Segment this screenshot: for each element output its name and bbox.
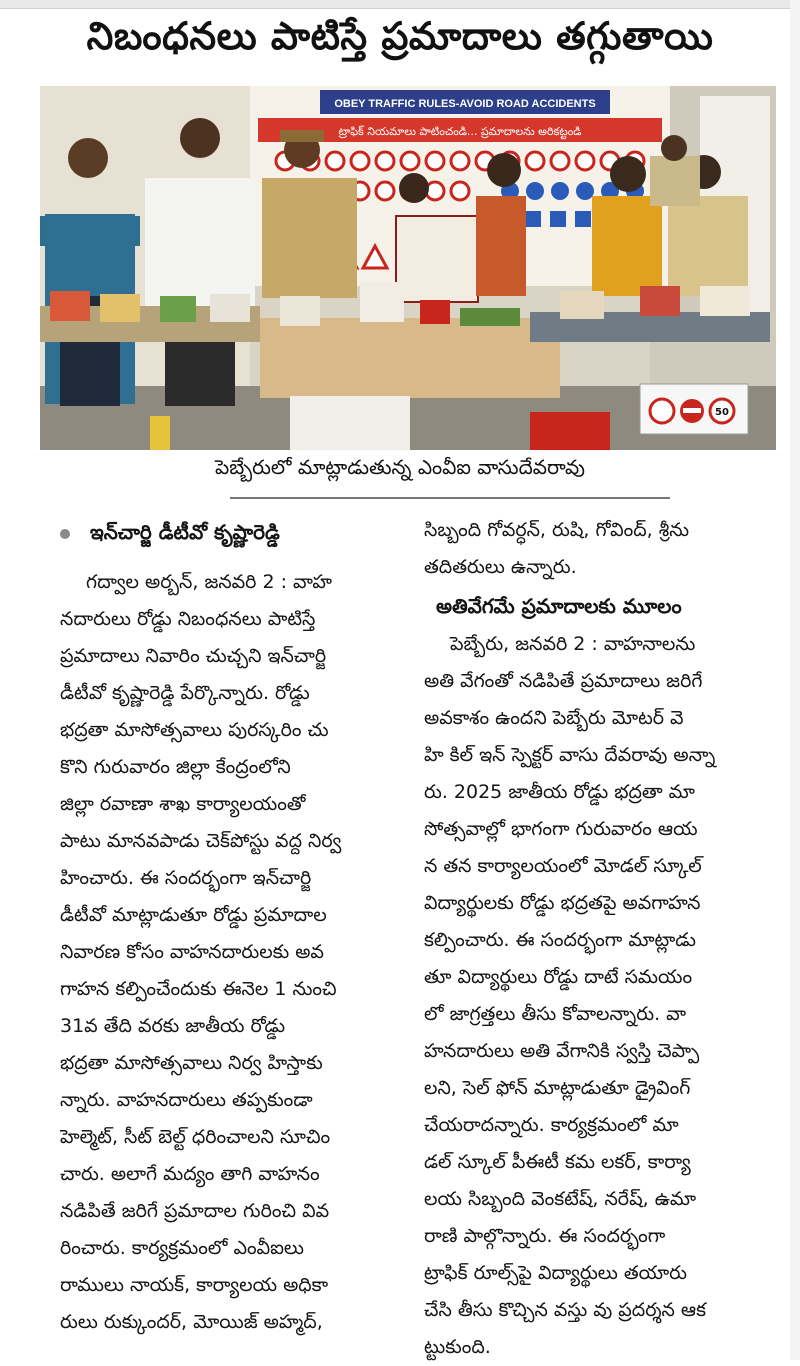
page-edge xyxy=(790,0,800,1360)
article-line: పెబ్బేరు, జనవరి 2 : వాహనాలను xyxy=(450,633,696,655)
article-line: ట్టుకుంది. xyxy=(424,1336,491,1358)
news-photo xyxy=(40,86,776,450)
article-line: డల్ స్కూల్ పీఈటీ కమ లకర్, కార్యా xyxy=(424,1151,691,1173)
article-line: విద్యార్థులకు రోడ్డు భద్రతపై అవగాహన xyxy=(424,892,701,914)
bullet-icon xyxy=(60,529,70,539)
article-line: హించారు. ఈ సందర్భంగా ఇన్‌చార్జి xyxy=(60,867,312,889)
article-line: చేయరాదన్నారు. కార్యక్రమంలో మా xyxy=(424,1114,679,1136)
article-line: రు. 2025 జాతీయ రోడ్డు భద్రతా మా xyxy=(424,781,695,803)
speed-limit-sign: 50 xyxy=(715,407,729,418)
right-article xyxy=(424,512,780,1366)
article-line: అవకాశం ఉందని పెబ్బేరు మోటర్ వె xyxy=(424,707,684,729)
article-line: జిల్లా రవాణా శాఖ కార్యాలయంతో xyxy=(60,793,306,815)
article-line: రాణి పాల్గొన్నారు. ఈ సందర్భంగా xyxy=(424,1225,666,1247)
banner-headline: OBEY TRAFFIC RULES-AVOID ROAD ACCIDENTS xyxy=(334,98,596,110)
article-line: నడిపితే జరిగే ప్రమాదాల గురించి వివ xyxy=(60,1200,330,1222)
article-line: గాహన కల్పించేందుకు ఈనెల 1 నుంచి xyxy=(60,978,337,1000)
article-line: 31వ తేది వరకు జాతీయ రోడ్డు xyxy=(60,1015,286,1037)
left-subhead-text: ఇన్‌చార్జి డీటీవో కృష్ణారెడ్డి xyxy=(90,520,280,544)
article-line: హి కిల్ ఇన్ స్పెక్టర్ వాసు దేవరావు అన్నా xyxy=(424,744,716,766)
article-line: కొని గురువారం జిల్లా కేంద్రంలోని xyxy=(60,756,291,778)
article-line: న తన కార్యాలయంలో మోడల్ స్కూల్ xyxy=(424,855,702,877)
article-line: డీటీవో మాట్లాడుతూ రోడ్డు ప్రమాదాల xyxy=(60,904,327,926)
article-line: నివారణ కోసం వాహనదారులకు అవ xyxy=(60,941,324,963)
left-article-subhead xyxy=(60,512,400,552)
article-line: చారు. అలాగే మద్యం తాగి వాహనం xyxy=(60,1163,320,1185)
article-line: రించారు. కార్యక్రమంలో ఎంవీఐలు xyxy=(60,1237,304,1259)
article-line: ప్రమాదాలు నివారిం చుచ్చని ఇన్‌చార్జి xyxy=(60,645,327,667)
article-line: కల్పించారు. ఈ సందర్భంగా మాట్లాడు xyxy=(424,929,696,951)
article-line: సోత్సవాల్లో భాగంగా గురువారం ఆయ xyxy=(424,818,698,840)
article-line: లయ సిబ్బంది వెంకటేష్, నరేష్, ఉమా xyxy=(424,1188,697,1210)
page-title: నిబంధనలు పాటిస్తే ప్రమాదాలు తగ్గుతాయి xyxy=(86,14,714,58)
article-line: తూ విద్యార్థులు రోడ్డు దాటే సమయం xyxy=(424,966,693,988)
previous-article-strip xyxy=(0,0,800,9)
article-line: నదారులు రోడ్డు నిబంధనలు పాటిస్తే xyxy=(60,608,316,630)
article-line: హెల్మెట్, సీట్ బెల్ట్ ధరించాలని సూచిం xyxy=(60,1126,331,1148)
article-line: ట్రాఫిక్ రూల్స్‌పై విద్యార్థులు తయారు xyxy=(424,1262,688,1284)
article-line: రులు రుక్కుందర్, మోయిజ్ అహ్మద్, xyxy=(60,1311,323,1333)
article-line: భద్రతా మాసోత్సవాలు పురస్కరిం చు xyxy=(60,719,329,741)
caption-divider xyxy=(230,497,670,499)
article-line: పాటు మానవపాడు చెక్‌పోస్టు వద్ద నిర్వ xyxy=(60,830,342,852)
article-line: రాములు నాయక్, కార్యాలయ అధికా xyxy=(60,1274,329,1296)
banner-subtitle: ట్రాఫిక్ నియమాలు పాటించండి... ప్రమాదాలను అరికట్టండి xyxy=(338,125,582,138)
article-line: భద్రతా మాసోత్సవాలు నిర్వ హిస్తాకు xyxy=(60,1052,323,1074)
left-article xyxy=(60,512,400,1341)
continuation-line: తదితరులు ఉన్నారు. xyxy=(424,556,577,578)
article-line: లని, సెల్ ఫోన్ మాట్లాడుతూ డ్రైవింగ్ xyxy=(424,1077,691,1099)
article-line: న్నారు. వాహనదారులు తప్పకుండా xyxy=(60,1089,313,1111)
photo-caption: పెబ్బేరులో మాట్లాడుతున్న ఎంవీఐ వాసుదేవరావు xyxy=(214,455,586,479)
article-line: అతి వేగంతో నడిపితే ప్రమాదాలు జరిగే xyxy=(424,670,703,692)
article-line: చేసి తీసు కొచ్చిన వస్తు వు ప్రదర్శన ఆక xyxy=(424,1299,707,1321)
article-line: హనదారులు అతి వేగానికి స్వస్తి చెప్పా xyxy=(424,1040,700,1062)
article-line: డీటీవో కృష్ణారెడ్డి పేర్కొన్నారు. రోడ్డు xyxy=(60,682,310,704)
article-line: లో జాగ్రత్తలు తీసు కోవాలన్నారు. వా xyxy=(424,1003,687,1025)
article-line: గద్వాల అర్బన్, జనవరి 2 : వాహ xyxy=(86,571,333,593)
right-article-subhead: అతివేగమే ప్రమాదాలకు మూలం xyxy=(436,594,682,618)
continuation-line: సిబ్బంది గోవర్ధన్, రుషి, గోవింద్, శ్రీను xyxy=(424,519,690,541)
